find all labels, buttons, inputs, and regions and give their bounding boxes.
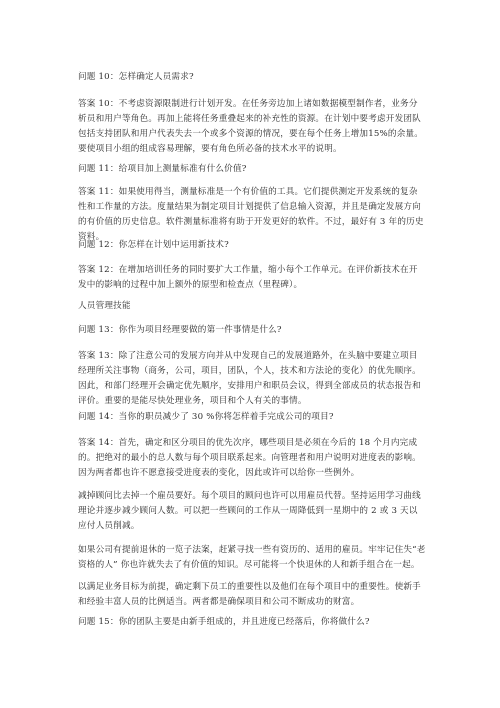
question-14: 问题 14：当你的职员减少了 30 %你将怎样着手完成公司的项目? — [78, 412, 334, 422]
answer-12: 答案 12：在增加培训任务的同时要扩大工作量，缩小每个工作单元。在评价新技术在开发中的影响的过程中加上额外的原型和检查点（里程碑）。 — [78, 265, 418, 290]
paragraph-14c: 如果公司有提前退休的一览子法案，赶紧寻找一些有资历的、适用的雇员。牢牢记住失“老资格的人” 你也许就失去了有价值的知识。尽可能将一个快退休的人和新手组合在一起。 — [78, 545, 426, 570]
question-15: 问题 15：你的团队主要是由新手组成的，并且进度已经落后，你将做什么? — [78, 617, 370, 627]
answer-11: 答案 11：如果使用得当，测量标准是一个有价值的工具。它们提供测定开发系统的复杂性和工作量的方法。度量结果为制定项目计划提供了信息输入资源，并且是确定发展方向的有价值的历史信息。软件测量标准将有助于开发更好的软件。不过，最好有 3 年的历史资料。 — [78, 187, 424, 242]
answer-13: 答案 13：除了注意公司的发展方向并从中发现自己的发展道路外，在头脑中要建立项目经理所关注事物（商务，公司，项目，团队，个人，技术和方法论的变化）的优先顺序。因此，和部门经理开会确定优先顺序，安排用户和职员会议，得到全部成员的状态报告和评价。重要的是能尽快处理业务，项目和个人有关的事情。 — [78, 351, 421, 406]
question-13: 问题 13：你作为项目经理要做的第一件事情是什么? — [78, 325, 282, 335]
question-11: 问题 11：给项目加上测量标准有什么价值? — [78, 164, 247, 174]
answer-10: 答案 10：不考虑资源限制进行计划开发。在任务旁边加上诸如数据模型制作者，业务分析员和用户等角色。再加上能将任务重叠起来的补充性的资源。在计划中要考虑开发团队包括支持团队和用户代表失去一个或多个资源的情况，要在每个任务上增加15%的余量。要使项目小组的组成容易理解，要有角色所必备的技术水平的说明。 — [78, 99, 424, 154]
paragraph-14b: 减掉顾问比去掉一个雇员要好。每个项目的顾问也许可以用雇员代替。坚持运用学习曲线理论并逐步减少顾问人数。可以把一些顾问的工作从一周降低到一星期中的 2 或 3 天以应付人员削减。 — [78, 491, 421, 531]
question-12: 问题 12：你怎样在计划中运用新技术? — [78, 240, 229, 250]
paragraph-14d: 以满足业务目标为前提，确定剩下员工的重要性以及他们在每个项目中的重要性。使新手和经验丰富人员的比例适当。两者都是确保项目和公司不断成功的财富。 — [78, 582, 421, 607]
answer-14: 答案 14：首先，确定和区分项目的优先次序，哪些项目是必须在今后的 18 个月内完成的。把绝对的最小的总人数与每个项目联系起来。向管理者和用户说明对进度表的影响。因为两者都也许不愿意接受进度表的变化，因此或许可以给你一些例外。 — [78, 438, 421, 478]
question-10: 问题 10：怎样确定人员需求? — [78, 72, 194, 82]
section-heading: 人员管理技能 — [78, 301, 131, 311]
